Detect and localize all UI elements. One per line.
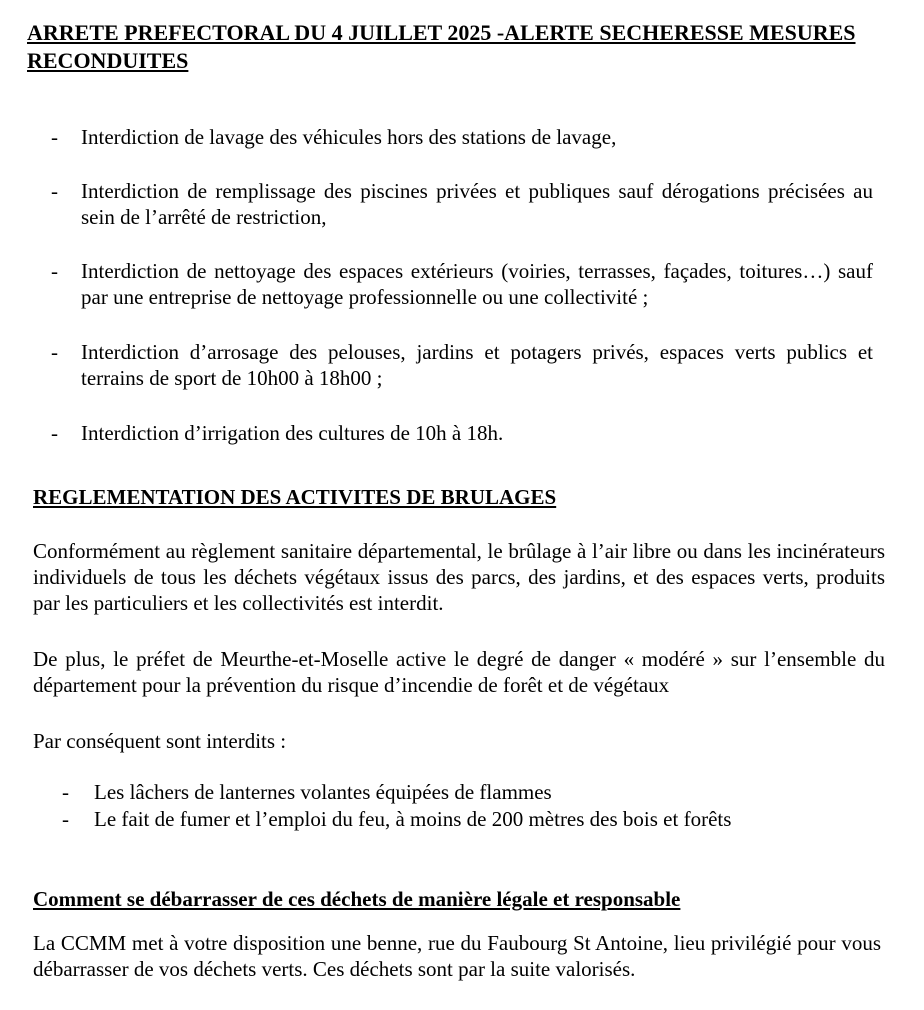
list-item-text: Interdiction d’irrigation des cultures de 10h à 18h. [81, 421, 504, 445]
list-item-text: Interdiction de lavage des véhicules hors des stations de lavage, [81, 125, 617, 149]
list-item-text: Interdiction de remplissage des piscines privées et publiques sauf dérogations précisées au sein de l’arrêté de restriction, [81, 179, 873, 229]
page-title: ARRETE PREFECTORAL DU 4 JUILLET 2025 -ALERTE SECHERESSE MESURES RECONDUITES [27, 20, 856, 73]
dash-bullet: - [51, 179, 58, 203]
dash-bullet: - [62, 780, 69, 804]
list-item-text: Les lâchers de lanternes volantes équipées de flammes [94, 780, 552, 804]
burning-paragraph-1: Conformément au règlement sanitaire départemental, le brûlage à l’air libre ou dans les incinérateurs individuels de tous les déchets végétaux issus des parcs, des jardins, et des espaces verts, produits par les particuliers et les collectivités est interdit. [33, 539, 885, 615]
dash-bullet: - [62, 807, 69, 831]
forbidden-intro: Par conséquent sont interdits : [33, 729, 287, 753]
list-item-text: Interdiction de nettoyage des espaces extérieurs (voiries, terrasses, façades, toitures…) sauf par une entreprise de nettoyage professionnelle ou une collectivité ; [81, 259, 873, 309]
disposal-paragraph: La CCMM met à votre disposition une benne, rue du Faubourg St Antoine, lieu privilégié pour vous débarrasser de vos déchets verts. Ces déchets sont par la suite valorisés. [33, 931, 881, 981]
dash-bullet: - [51, 340, 58, 364]
dash-bullet: - [51, 125, 58, 149]
burning-paragraph-2: De plus, le préfet de Meurthe-et-Moselle active le degré de danger « modéré » sur l’ensemble du département pour la prévention du risque d’incendie de forêt et de végétaux [33, 647, 885, 697]
dash-bullet: - [51, 421, 58, 445]
dash-bullet: - [51, 259, 58, 283]
list-item-text: Interdiction d’arrosage des pelouses, jardins et potagers privés, espaces verts publics et terrains de sport de 10h00 à 18h00 ; [81, 340, 873, 390]
list-item-text: Le fait de fumer et l’emploi du feu, à moins de 200 mètres des bois et forêts [94, 807, 732, 831]
disposal-section-heading: Comment se débarrasser de ces déchets de manière légale et responsable [33, 887, 681, 911]
burning-section-heading: REGLEMENTATION DES ACTIVITES DE BRULAGES [33, 485, 557, 509]
